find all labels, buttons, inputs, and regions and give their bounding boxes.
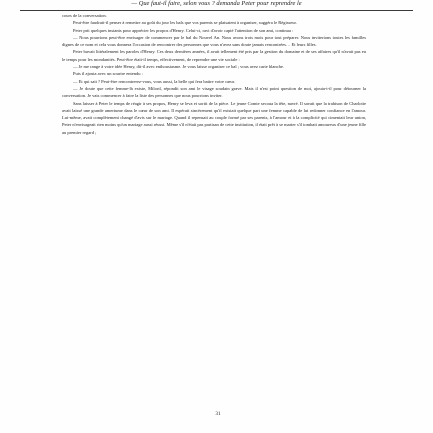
- paragraph: Peut-être faudrait-il penser à remettre au goût du jour les bals que vos parents se plaisaient à organiser, suggéra le Régisseur.: [73, 20, 297, 26]
- paragraph: Puis il ajouta avec un sourire entendu :: [73, 71, 143, 77]
- paragraph: Peter buvait littéralement les paroles d'Henry. Ces deux dernières années, il avait tellement été pris par la gestion du domaine et de ses affaires qu'il n'avait pas eu le temps pour les mondanités. Peut-être était-il temps, effectivement, de reprendre une vie sociale :: [62, 49, 366, 62]
- paragraph: cours de la conversation.: [62, 13, 107, 18]
- paragraph: Sans laisser à Peter le temps de réagir à ses propos, Henry se leva et sortit de la pièce. Le jeune Comte secoua la tête, navré. Il savait que la trahison de Charlotte avait laissé une grande amertume dans le cœur de son ami. Il espérait sincèrement qu'il existait quelque part une femme capable de lui redonner confiance en l'amour. Lui-même, avait complètement changé d'avis sur le mariage. Quand il repensait au couple formé par ses parents, à l'amour et à la complicité qui cimentait leur union, Peter n'envisageait rien moins qu'un mariage aussi réussi. Même s'il n'était pas partisan de cette institution, il était prêt à se marier s'il tombait amoureux d'une jeune fille au premier regard ;: [62, 100, 366, 135]
- page-body: [62, 12, 366, 136]
- paragraph: — Je doute que cette femme-là existe, Milord, répondit son ami le visage soudain grave. Mais il n'est point question de moi, ajouta-t-il pour détourner la conversation. Je vais commencer à faire la liste des personnes que nous pourrions inviter.: [62, 85, 366, 99]
- paragraph: — Nous pourrions peut-être envisager de commencer par le bal du Nouvel An. Nous avons trois mois pour tout préparer. Nous inviterions toutes les familles dignes de ce nom et cela vous donnera l'occasion de rencontrer des personnes que vous n'avez sans doute jamais rencontrées… Et leurs filles.: [62, 34, 366, 48]
- paragraph: — Et qui sait ? Peut-être rencontrerez-vous, vous aussi, la belle qui fera battre votre cœur.: [73, 78, 235, 84]
- paragraph: Peter prit quelques instants pour apprécier les propos d'Henry. Celui-ci, ravi d'avoir capté l'attention de son ami, continua :: [73, 27, 294, 33]
- page-number: 31: [215, 412, 221, 417]
- running-header: — Que faut-il faire, selon vous ? demanda Peter pour reprendre le: [20, 0, 413, 11]
- paragraph: — Je me range à votre idée Henry, dit-il avec enthousiasme. Je vous laisse organiser ce bal ; vous avez carte blanche.: [73, 64, 285, 70]
